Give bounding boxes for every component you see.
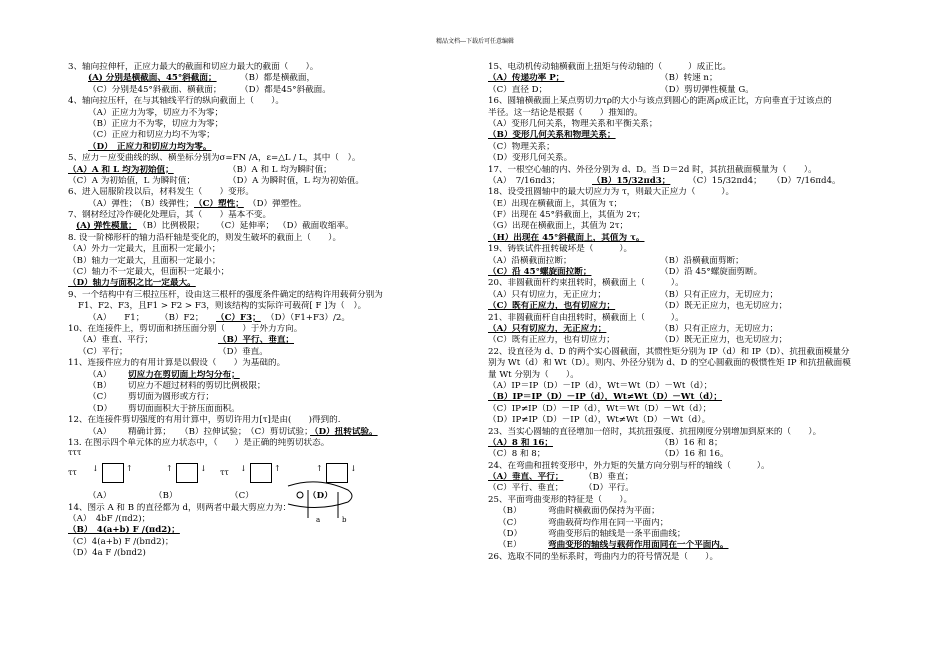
option-line [68,165,468,176]
option-line [68,491,468,502]
option-text: （C）平行； [78,346,128,357]
option-line [488,381,888,392]
arrow-icon: ↓ [350,464,357,474]
question-line [68,358,468,369]
option-text: （A）IP＝IP（D）－IP（d），Wt＝Wt（D）－Wt（d）； [488,380,713,391]
option-text: 弯曲变形后的轴线是一条平面曲线； [548,529,686,540]
option-line [488,392,888,403]
question-text: 5、应力－应变曲线的纵、横坐标分别为σ=FN /A，ε=△L / L，其中（ ）。 [68,153,361,164]
option-text: 切应力在剪切面上均匀分布； [128,369,240,380]
option-text: （E）出现在横截面上，其值为 τ； [488,198,623,209]
option-text: （C）延伸率； [216,221,275,232]
option-text: （B）A 和 L 均为瞬时值； [228,164,332,175]
question-text: 8. 设一阶梯形杆的轴力沿杆轴是变化的，则发生破坏的截面上（ ）。 [68,232,342,243]
question-line [488,62,888,73]
question-line [488,108,888,119]
option-text: （B）平行、垂直； [218,335,295,346]
right-column [488,62,888,563]
option-line [488,518,888,529]
question-text: 19、铸铁试件扭转破坏是（ ）。 [488,244,633,255]
question-line [68,415,468,426]
dimension-label-b: b [342,516,347,525]
option-text: （D）7/16πd4。 [772,175,841,186]
option-line [488,449,888,460]
option-text: (A) 分别是横截面、45°斜截面； [88,73,217,84]
question-line [488,495,888,506]
arrow-icon: ↓ [200,464,207,474]
option-text: （C）IP≠IP（D）－IP（d），Wt＝Wt（D）－Wt（d）； [488,403,712,414]
page-header: 精品文档---下载后可任意编辑 [435,38,515,45]
question-text: 23、当实心圆轴的直径增加一倍时，其抗扭强度、抗扭刚度分别增加到原来的（ ）。 [488,426,822,437]
option-text: （D）A 为瞬时值，L 均为初始值。 [228,175,364,186]
arrow-icon: ↓ [92,464,99,474]
option-text: （C）4(a+b) F /(bπd2)； [68,536,174,547]
option-text: （A）沿横截面拉断； [488,255,572,266]
question-line [488,347,888,358]
option-text: （C）既有正应力，也有切应力； [488,335,615,346]
stress-element-box [102,463,124,483]
option-text: （A）变形几何关系，物理关系和平衡关系； [488,118,658,129]
option-text: （B）沿横截面剪断； [660,255,744,266]
option-text: （C）沿 45°螺旋面拉断； [488,267,592,278]
question-line [68,438,468,449]
question-text: 22、设直径为 d、D 的两个实心圆截面，其惯性矩分别为 IP（d）和 IP（D）、抗扭截面模量分 [488,346,850,357]
option-text: （A）垂直、平行； [78,335,153,346]
question-text: 18、设受扭圆轴中的最大切应力为 τ，则最大正应力（ ）。 [488,187,735,198]
option-line [68,221,468,232]
option-text: （E） [498,540,522,551]
option-line [488,153,888,164]
arrow-icon: ↓ [240,464,247,474]
option-text: （D） [498,529,523,540]
option-text: （B）F2； [160,312,204,323]
option-line [68,381,468,392]
option-text: （D）沿 45°螺旋面剪断。 [660,267,763,278]
tau-label: τττ [68,448,82,458]
question-line [68,62,468,73]
option-line [488,404,888,415]
option-text: （B） [154,491,178,502]
question-line [68,503,468,514]
option-line [68,427,468,438]
option-text: F1、F2、F3，且F1 > F2 > F3，则该结构的实际许可载荷[ F ]为（ ）。 [78,301,367,312]
question-text: 12、在连接件剪切强度的有用计算中，剪切许用力[τ]是由( )得到的. [68,415,341,426]
question-line [68,187,468,198]
option-text: （C）F3； [216,312,261,323]
question-text: 4、轴向拉压杆，在与其轴线平行的纵向截面上（ ）。 [68,96,285,107]
option-line [488,540,888,551]
stress-element-box [176,463,198,483]
option-text: （D）轴力与面积之比一定最大。 [68,278,196,289]
option-text: （D）既无正应力，也无切应力； [660,301,788,312]
question-line [68,290,468,301]
option-text: （B） 4(a+b) F /(πd2)； [68,525,180,536]
question-line [488,244,888,255]
option-line [68,525,468,536]
option-text: （C）8 和 8； [488,449,546,460]
question-text: 13. 在图示四个单元体的应力状态中，（ ）是正确的纯剪切状态。 [68,437,330,448]
option-text: （C） [230,491,254,502]
option-line [68,176,468,187]
option-text: （D）既无正应力，也无切应力； [660,335,788,346]
question-text: 14、图示 A 和 B 的直径都为 d，则两者中最大剪应力为： [68,502,292,513]
option-text: 切应力不超过材料的剪切比例极限； [128,380,266,391]
question-text: 6、进入屈服阶段以后，材料发生（ ）变形。 [68,187,254,198]
question-text: 21、非圆截面杆自由扭转时，横截面上（ ）。 [488,312,684,323]
option-text: （H）出现在 45°斜截面上，其值为 τ。 [488,232,645,243]
option-line [488,130,888,141]
option-text: （A）正应力为零，切应力不为零； [88,107,224,118]
option-text: （B）拉伸试验； [180,426,247,437]
question-line [488,96,888,107]
option-text: 弯曲载荷均作用在同一平面内； [548,517,669,528]
question-line [68,324,468,335]
option-text: （A） [88,369,112,380]
option-text: （C）剪切试验； [246,426,313,437]
option-text: （D）都是45°斜截面。 [240,84,331,95]
arrow-icon: ↑ [126,464,133,474]
option-text: （C）正应力和切应力均不为零； [88,130,215,141]
question-text: 9、一个结构中有三根拉压杆，设由这三根杆的强度条件确定的结构许用载荷分别为 [68,289,383,300]
option-line [68,108,468,119]
option-text: （B）只有正应力，无切应力； [660,289,779,300]
option-line [488,324,888,335]
arrow-icon: ↑ [274,464,281,474]
left-column [68,62,468,560]
option-text: （A） F1； [88,312,145,323]
option-text: （C） [498,517,522,528]
option-line [68,130,468,141]
option-text: （G）出现在横截面上，其值为 2τ； [488,221,629,232]
option-text: 弯曲时横截面仍保持为平面； [548,506,660,517]
option-line [68,537,468,548]
option-text: （D）扭转试验。 [310,426,378,437]
option-line [68,301,468,312]
option-text: 精确计算； [128,426,171,437]
option-text: （B）垂直； [584,472,634,483]
option-line [68,335,468,346]
option-line [488,233,888,244]
option-text: （B）正应力不为零，切应力为零； [88,118,224,129]
option-text: （A） [88,426,112,437]
question-text: 25、平面弯曲变形的特征是（ ）。 [488,494,633,505]
option-line [68,514,468,525]
option-line [68,267,468,278]
option-text: （A）8 和 16； [488,437,553,448]
option-line [68,313,468,324]
question-line [488,187,888,198]
option-text: （A） 4bF /(πd2)； [68,514,151,525]
option-text: （D）IP≠IP（D）－IP（d），Wt≠Wt（D）－Wt（d）。 [488,415,711,426]
question-text: 7、钢材经过冷作硬化处理后，其（ ）基本不变。 [68,210,272,221]
question-line [68,96,468,107]
option-line [488,119,888,130]
option-text: （B）只有正应力，无切应力； [660,323,779,334]
option-text: （D） 正应力和切应力均为零。 [88,141,212,152]
option-line [488,529,888,540]
option-text: （A）A 和 L 均为初始值； [68,164,174,175]
question-text: 10、在连接件上，剪切面和挤压面分别（ ）于外力方向。 [68,323,303,334]
option-text: （D）剪切弹性模量 G。 [660,84,754,95]
option-text: （C）A 为初始值，L 为瞬时值； [68,175,196,186]
option-line [68,142,468,153]
question-text: 15、电动机传动轴横截面上扭矩与传动轴的（ ）成正比。 [488,62,731,72]
option-text: （A）只有切应力，无正应力； [488,289,606,300]
option-text: （A） [88,491,112,502]
option-text: （D）16 和 16。 [660,449,729,460]
option-text: （C）分别是45°斜截面、横截面； [88,84,222,95]
option-text: （C）15/32πd4； [688,175,762,186]
question-text: 半径。这一结论是根据（ ）推知的。 [488,107,643,118]
option-line [488,210,888,221]
question-line [68,233,468,244]
option-line [68,85,468,96]
option-text: （D）截面收缩率。 [278,221,354,232]
option-text: （B）转速 n； [660,73,718,84]
option-text: （B）比例极限； [138,221,205,232]
question-line [488,313,888,324]
question-text: 量 Wt 分别为（ ）。 [488,369,579,380]
option-text: （C）既有正应力，也有切应力； [488,301,616,312]
option-line [68,244,468,255]
question-line [488,165,888,176]
option-text: （C）直径 D； [488,84,548,95]
option-line [488,301,888,312]
option-line [488,221,888,232]
option-line [68,199,468,210]
option-text: （F）出现在 45°斜截面上，其值为 2τ； [488,210,646,221]
option-text: （C）物理关系； [488,141,555,152]
option-text: (A) 弹性模量； [76,221,137,232]
option-text: （D）变形几何关系。 [488,153,573,164]
option-text: （B） [498,506,522,517]
option-line [488,199,888,210]
dimension-label-a: a [316,516,321,525]
option-line [488,256,888,267]
option-line [488,438,888,449]
option-text: （B）15/32πd3； [592,175,671,186]
option-text: （C） [88,392,112,403]
option-line [488,506,888,517]
option-text: （B）轴力一定最大，且面积一定最小； [68,255,221,266]
stress-element-box [250,463,272,483]
question-text: 17、一根空心轴的内、外径分别为 d、D。当 D＝2d 时，其抗扭截面模量为（ ）。 [488,164,817,175]
option-line [488,142,888,153]
option-text: （A）传递功率 P； [488,73,565,84]
option-text: （B）都是横截面， [240,73,316,84]
option-text: （A）垂直、平行； [488,472,564,483]
option-text: （A）只有切应力，无正应力； [488,323,607,334]
option-line [68,404,468,415]
option-text: （D）垂直。 [218,346,268,357]
option-line [68,347,468,358]
option-line [488,335,888,346]
question-line [488,358,888,369]
option-text: （B） [88,380,112,391]
option-line [68,119,468,130]
option-line [68,278,468,289]
option-line [488,415,888,426]
arrow-icon: ↑ [166,464,173,474]
option-line [488,472,888,483]
question-text: 16、圆轴横截面上某点剪切力τρ的大小与该点到圆心的距离ρ成正比，方向垂直于过该点的 [488,96,832,107]
option-text: （C）轴力不一定最大，但面积一定最小； [68,267,230,278]
option-text: （D）4a F /(bπd2) [68,548,146,559]
option-text: （D）平行。 [584,483,634,494]
option-text: （A）弹性； [88,198,138,209]
question-line [68,210,468,221]
figure-stress-elements [68,449,468,491]
option-line [68,370,468,381]
option-text: 剪切面面积大于挤压面面积。 [128,403,240,414]
option-line [488,267,888,278]
question-text: 24、在弯曲和扭转变形中，外力矩的矢量方向分别与杆的轴线（ ）。 [488,460,770,471]
question-line [68,153,468,164]
option-line [488,290,888,301]
option-text: （A）外力一定最大，且面积一定最小； [68,244,221,255]
option-text: （D）（F1+F3）/2。 [266,312,350,323]
question-line [488,370,888,381]
question-text: 3、轴向拉伸杆，正应力最大的截面和切应力最大的截面（ ）。 [68,62,319,72]
option-line [68,73,468,84]
question-text: 别为 Wt（d）和 Wt（D）。则内、外径分别为 d、D 的空心圆截面的极惯性矩 IP 和抗扭截面模 [488,358,851,369]
question-line [488,461,888,472]
option-text: 弯曲变形的轴线与载荷作用面同在一个平面内。 [548,540,729,551]
tau-label: ττ [68,468,77,478]
option-line [68,392,468,403]
question-text: 11、连接件应力的有用计算是以假设（ ）为基础的。 [68,358,286,369]
option-text: 剪切面为圆形或方行； [128,392,214,403]
option-text: （C）塑性； [194,198,244,209]
option-line [488,176,888,187]
option-text: （A） 7/16πd3； [488,175,561,186]
option-text: （D） [88,403,113,414]
option-text: （B）IP＝IP（D）－IP（d），Wt≠Wt（D）－Wt（d）； [488,392,723,403]
option-line [488,85,888,96]
option-text: （B）变形几何关系和物理关系； [488,130,616,141]
question-text: 26、选取不同的坐标系时，弯曲内力的符号情况是（ ）。 [488,551,719,562]
question-line [488,278,888,289]
option-line [68,548,468,559]
arrow-icon: ↑ [316,464,323,474]
question-text: 20、非圆截面杆约束扭转时，横截面上（ ）。 [488,278,684,289]
tau-label: ττ [220,468,229,478]
option-text: （B）线弹性； [136,198,194,209]
option-text: （B）16 和 8； [660,437,723,448]
option-line [488,483,888,494]
option-line [68,256,468,267]
option-text: （D）弹塑性。 [248,198,307,209]
question-line [488,552,888,563]
question-line [488,427,888,438]
option-text: （D） [308,491,333,502]
option-line [488,73,888,84]
option-text: （C）平行、垂直； [488,483,564,494]
clevis-diagram [278,476,368,526]
